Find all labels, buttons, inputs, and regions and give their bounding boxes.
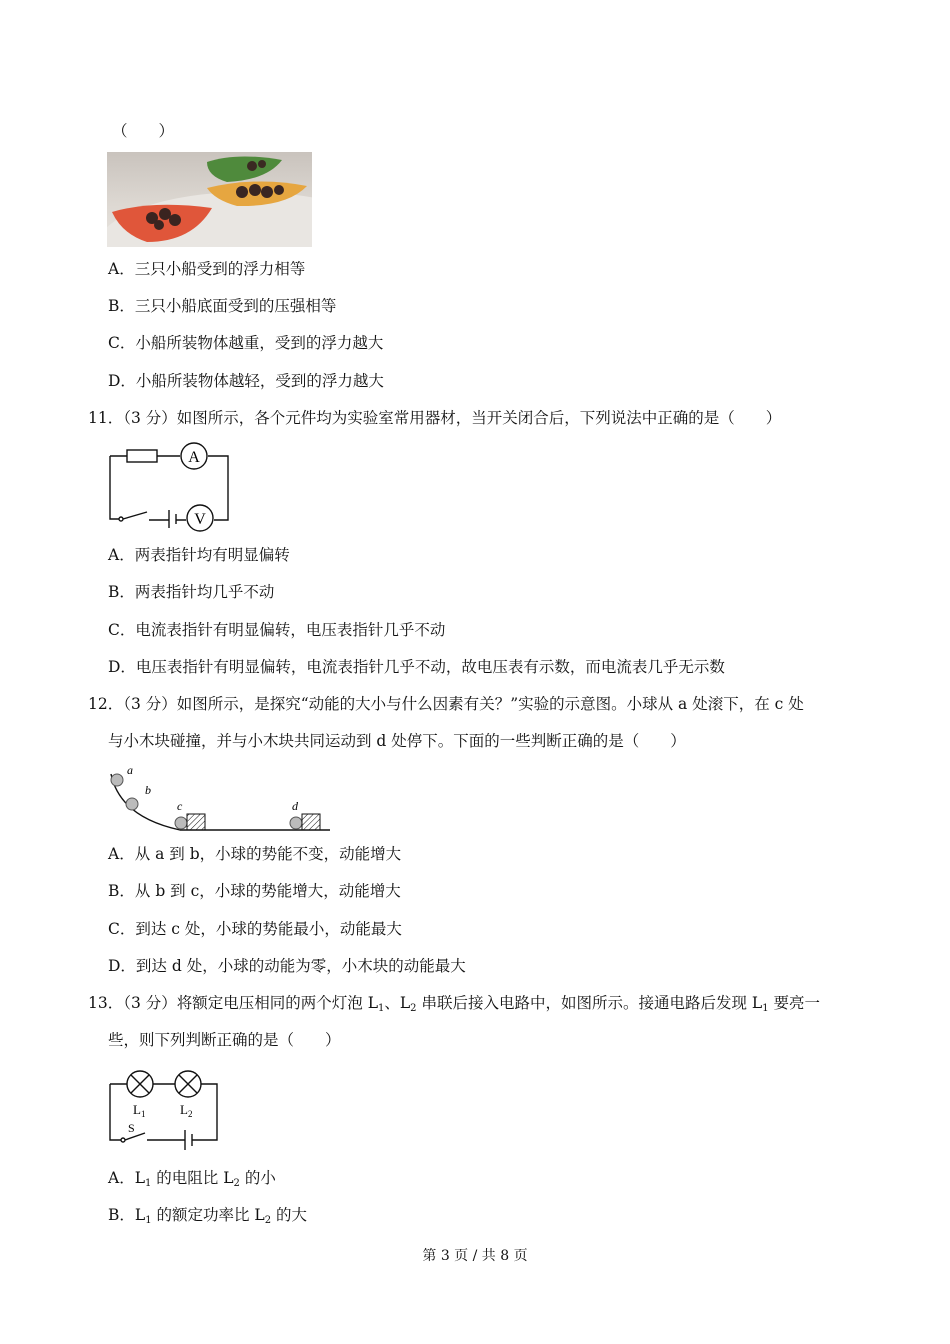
q12-option-a: A．从 a 到 b，小球的势能不变，动能增大 (108, 845, 402, 863)
q12-stem-line2: 与小木块碰撞，并与小木块共同运动到 d 处停下。下面的一些判断正确的是（ ） (108, 732, 686, 750)
label-a: a (127, 763, 133, 777)
q11-circuit-diagram (105, 440, 235, 532)
q13-option-b (108, 1205, 307, 1225)
q13-optA-sub2: 2 (233, 1178, 240, 1189)
q13-stem-d: 要亮一 (768, 994, 820, 1012)
q13-optA-a: A．L (108, 1169, 145, 1187)
q13-stem-sub1: 1 (377, 1003, 385, 1014)
q10-option-c: C．小船所装物体越重，受到的浮力越大 (108, 334, 384, 352)
q13-optB-c: 的大 (271, 1206, 308, 1224)
lamp1-label: $L_1$ (133, 1102, 146, 1119)
switch-label: S (128, 1121, 135, 1135)
q13-optB-sub1: 1 (145, 1215, 152, 1226)
label-b: b (145, 783, 151, 797)
label-d: d (292, 799, 298, 813)
label-c: c (177, 799, 183, 813)
q10-option-d: D．小船所装物体越轻，受到的浮力越大 (108, 372, 384, 390)
q10-option-a: A．三只小船受到的浮力相等 (108, 260, 306, 278)
boats-photo-drawing (107, 152, 312, 247)
q13-stem-sub3: 1 (762, 1003, 769, 1014)
q12-stem-line1: 12．（3 分）如图所示，是探究“动能的大小与什么因素有关？”实验的示意图。小球从 a 处滚下，在 c 处 (88, 695, 804, 713)
q12-option-c: C．到达 c 处，小球的势能最小，动能最大 (108, 920, 402, 938)
q13-optA-c: 的小 (239, 1169, 276, 1187)
q13-stem-b: 、L (384, 994, 411, 1012)
q13-stem-line1 (88, 993, 820, 1013)
q10-bracket: （ ） (112, 122, 175, 140)
q11-option-d: D．电压表指针有明显偏转，电流表指针几乎不动，故电压表有示数，而电流表几乎无示数 (108, 658, 725, 676)
q13-optA-b: 的电阻比 L (151, 1169, 234, 1187)
q13-stem-line2: 些，则下列判断正确的是（ ） (108, 1031, 341, 1049)
lamp2-label: $L_2$ (180, 1102, 193, 1119)
q12-ramp-diagram (105, 762, 335, 834)
q13-stem-c: 串联后接入电路中，如图所示。接通电路后发现 L (416, 994, 763, 1012)
q12-option-b: B．从 b 到 c，小球的势能增大，动能增大 (108, 882, 401, 900)
q13-optA-sub1: 1 (145, 1178, 152, 1189)
q13-optB-sub2: 2 (264, 1215, 272, 1226)
q13-option-a (108, 1168, 276, 1188)
ammeter-label: A (188, 449, 200, 466)
boats-photo (107, 152, 312, 247)
q11-option-b: B．两表指针均几乎不动 (108, 583, 275, 601)
q13-circuit-diagram (105, 1064, 225, 1154)
q13-stem-a: 13．（3 分）将额定电压相同的两个灯泡 L (88, 994, 378, 1012)
q12-option-d: D．到达 d 处，小球的动能为零，小木块的动能最大 (108, 957, 466, 975)
q11-option-c: C．电流表指针有明显偏转，电压表指针几乎不动 (108, 621, 446, 639)
q10-option-b: B．三只小船底面受到的压强相等 (108, 297, 337, 315)
q11-option-a: A．两表指针均有明显偏转 (108, 546, 290, 564)
q11-stem: 11．（3 分）如图所示，各个元件均为实验室常用器材，当开关闭合后，下列说法中正确的是（ ） (88, 409, 782, 427)
voltmeter-label: V (194, 511, 206, 528)
page-footer: 第 3 页 / 共 8 页 (422, 1248, 528, 1264)
q13-optB-b: 的额定功率比 L (151, 1206, 265, 1224)
q13-optB-a: B．L (108, 1206, 146, 1224)
q13-stem-sub2: 2 (410, 1003, 417, 1014)
